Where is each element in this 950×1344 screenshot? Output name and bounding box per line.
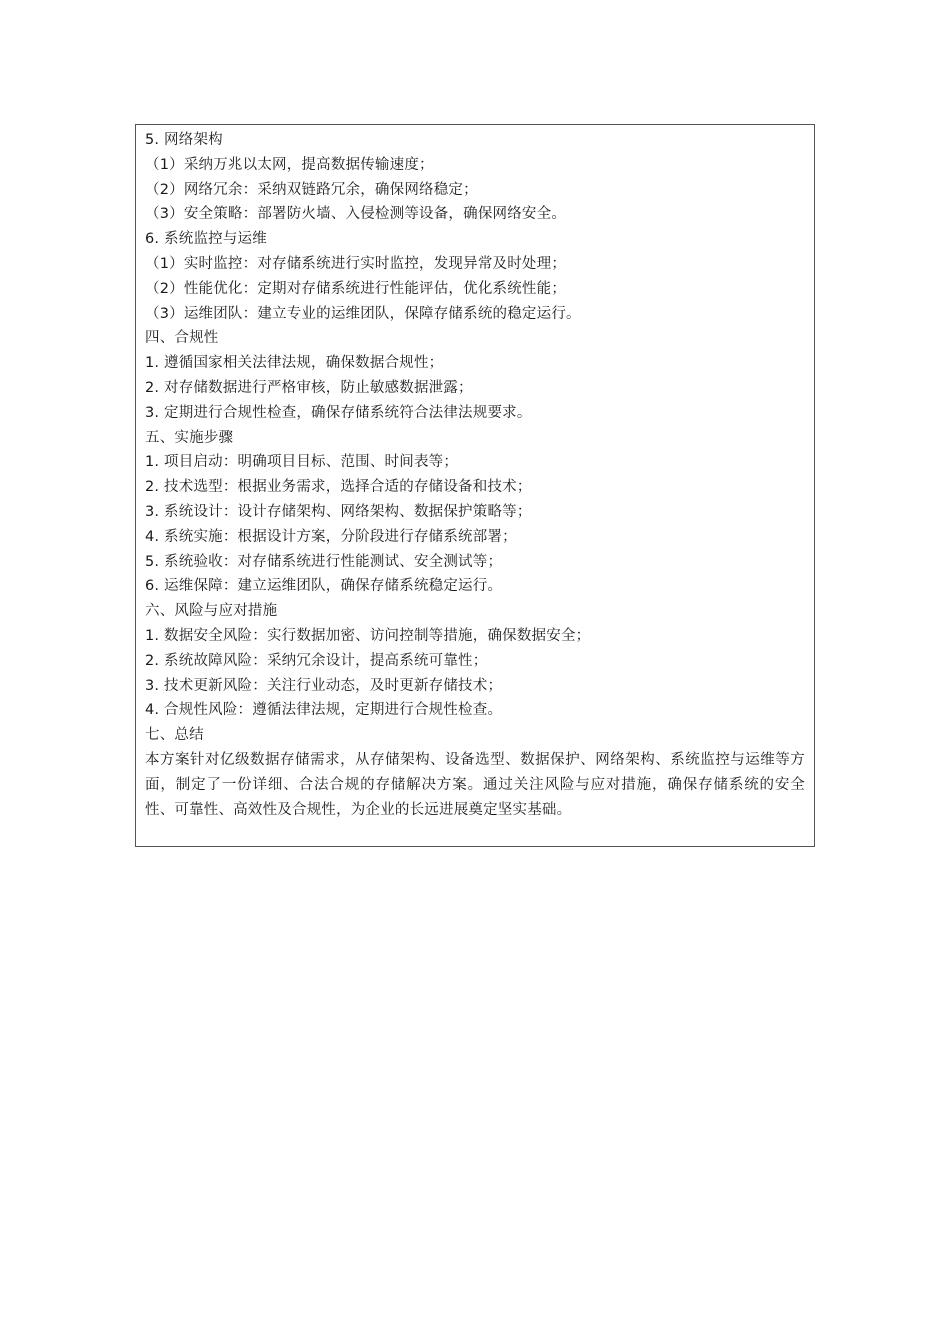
list-item: 3. 系统设计：设计存储架构、网络架构、数据保护策略等； [145, 503, 532, 520]
list-item: （1）采纳万兆以太网，提高数据传输速度； [145, 156, 434, 173]
list-item: 4. 系统实施：根据设计方案，分阶段进行存储系统部署； [145, 528, 517, 545]
content-frame [135, 124, 815, 847]
list-item: 2. 系统故障风险：采纳冗余设计，提高系统可靠性； [145, 652, 488, 669]
section-heading-implementation: 五、实施步骤 [145, 429, 234, 446]
list-item: 3. 技术更新风险：关注行业动态，及时更新存储技术； [145, 677, 503, 694]
list-item: 1. 遵循国家相关法律法规，确保数据合规性； [145, 355, 444, 372]
list-item: 5. 系统验收：对存储系统进行性能测试、安全测试等； [145, 553, 503, 570]
list-item: 6. 运维保障：建立运维团队，确保存储系统稳定运行。 [145, 578, 503, 595]
section-heading-network: 5. 网络架构 [145, 132, 223, 148]
list-item: （3）运维团队：建立专业的运维团队，保障存储系统的稳定运行。 [145, 305, 581, 322]
list-item: 2. 技术选型：根据业务需求，选择合适的存储设备和技术； [145, 479, 532, 496]
summary-paragraph: 本方案针对亿级数据存储需求，从存储架构、设备选型、数据保护、网络架构、系统监控与运维等方面，制定了一份详细、合法合规的存储解决方案。通过关注风险与应对措施，确保存储系统的安全性、可靠性、高效性及合规性，为企业的长远进展奠定坚实基础。 [145, 751, 805, 818]
list-item: 2. 对存储数据进行严格审核，防止敏感数据泄露； [145, 379, 473, 396]
list-item: （3）安全策略：部署防火墙、入侵检测等设备，确保网络安全。 [145, 206, 567, 223]
list-item: 3. 定期进行合规性检查，确保存储系统符合法律法规要求。 [145, 404, 532, 421]
list-item: （2）网络冗余：采纳双链路冗余，确保网络稳定； [145, 181, 478, 198]
section-heading-summary: 七、总结 [145, 727, 204, 744]
list-item: 1. 数据安全风险：实行数据加密、访问控制等措施，确保数据安全； [145, 627, 591, 644]
list-item: 4. 合规性风险：遵循法律法规，定期进行合规性检查。 [145, 702, 503, 719]
list-item: （1）实时监控：对存储系统进行实时监控，发现异常及时处理； [145, 255, 567, 272]
list-item: 1. 项目启动：明确项目目标、范围、时间表等； [145, 454, 459, 471]
section-heading-risks: 六、风险与应对措施 [145, 603, 278, 620]
list-item: （2）性能优化：定期对存储系统进行性能评估，优化系统性能； [145, 280, 567, 297]
section-heading-compliance: 四、合规性 [145, 330, 219, 347]
section-heading-monitoring: 6. 系统监控与运维 [145, 231, 267, 248]
